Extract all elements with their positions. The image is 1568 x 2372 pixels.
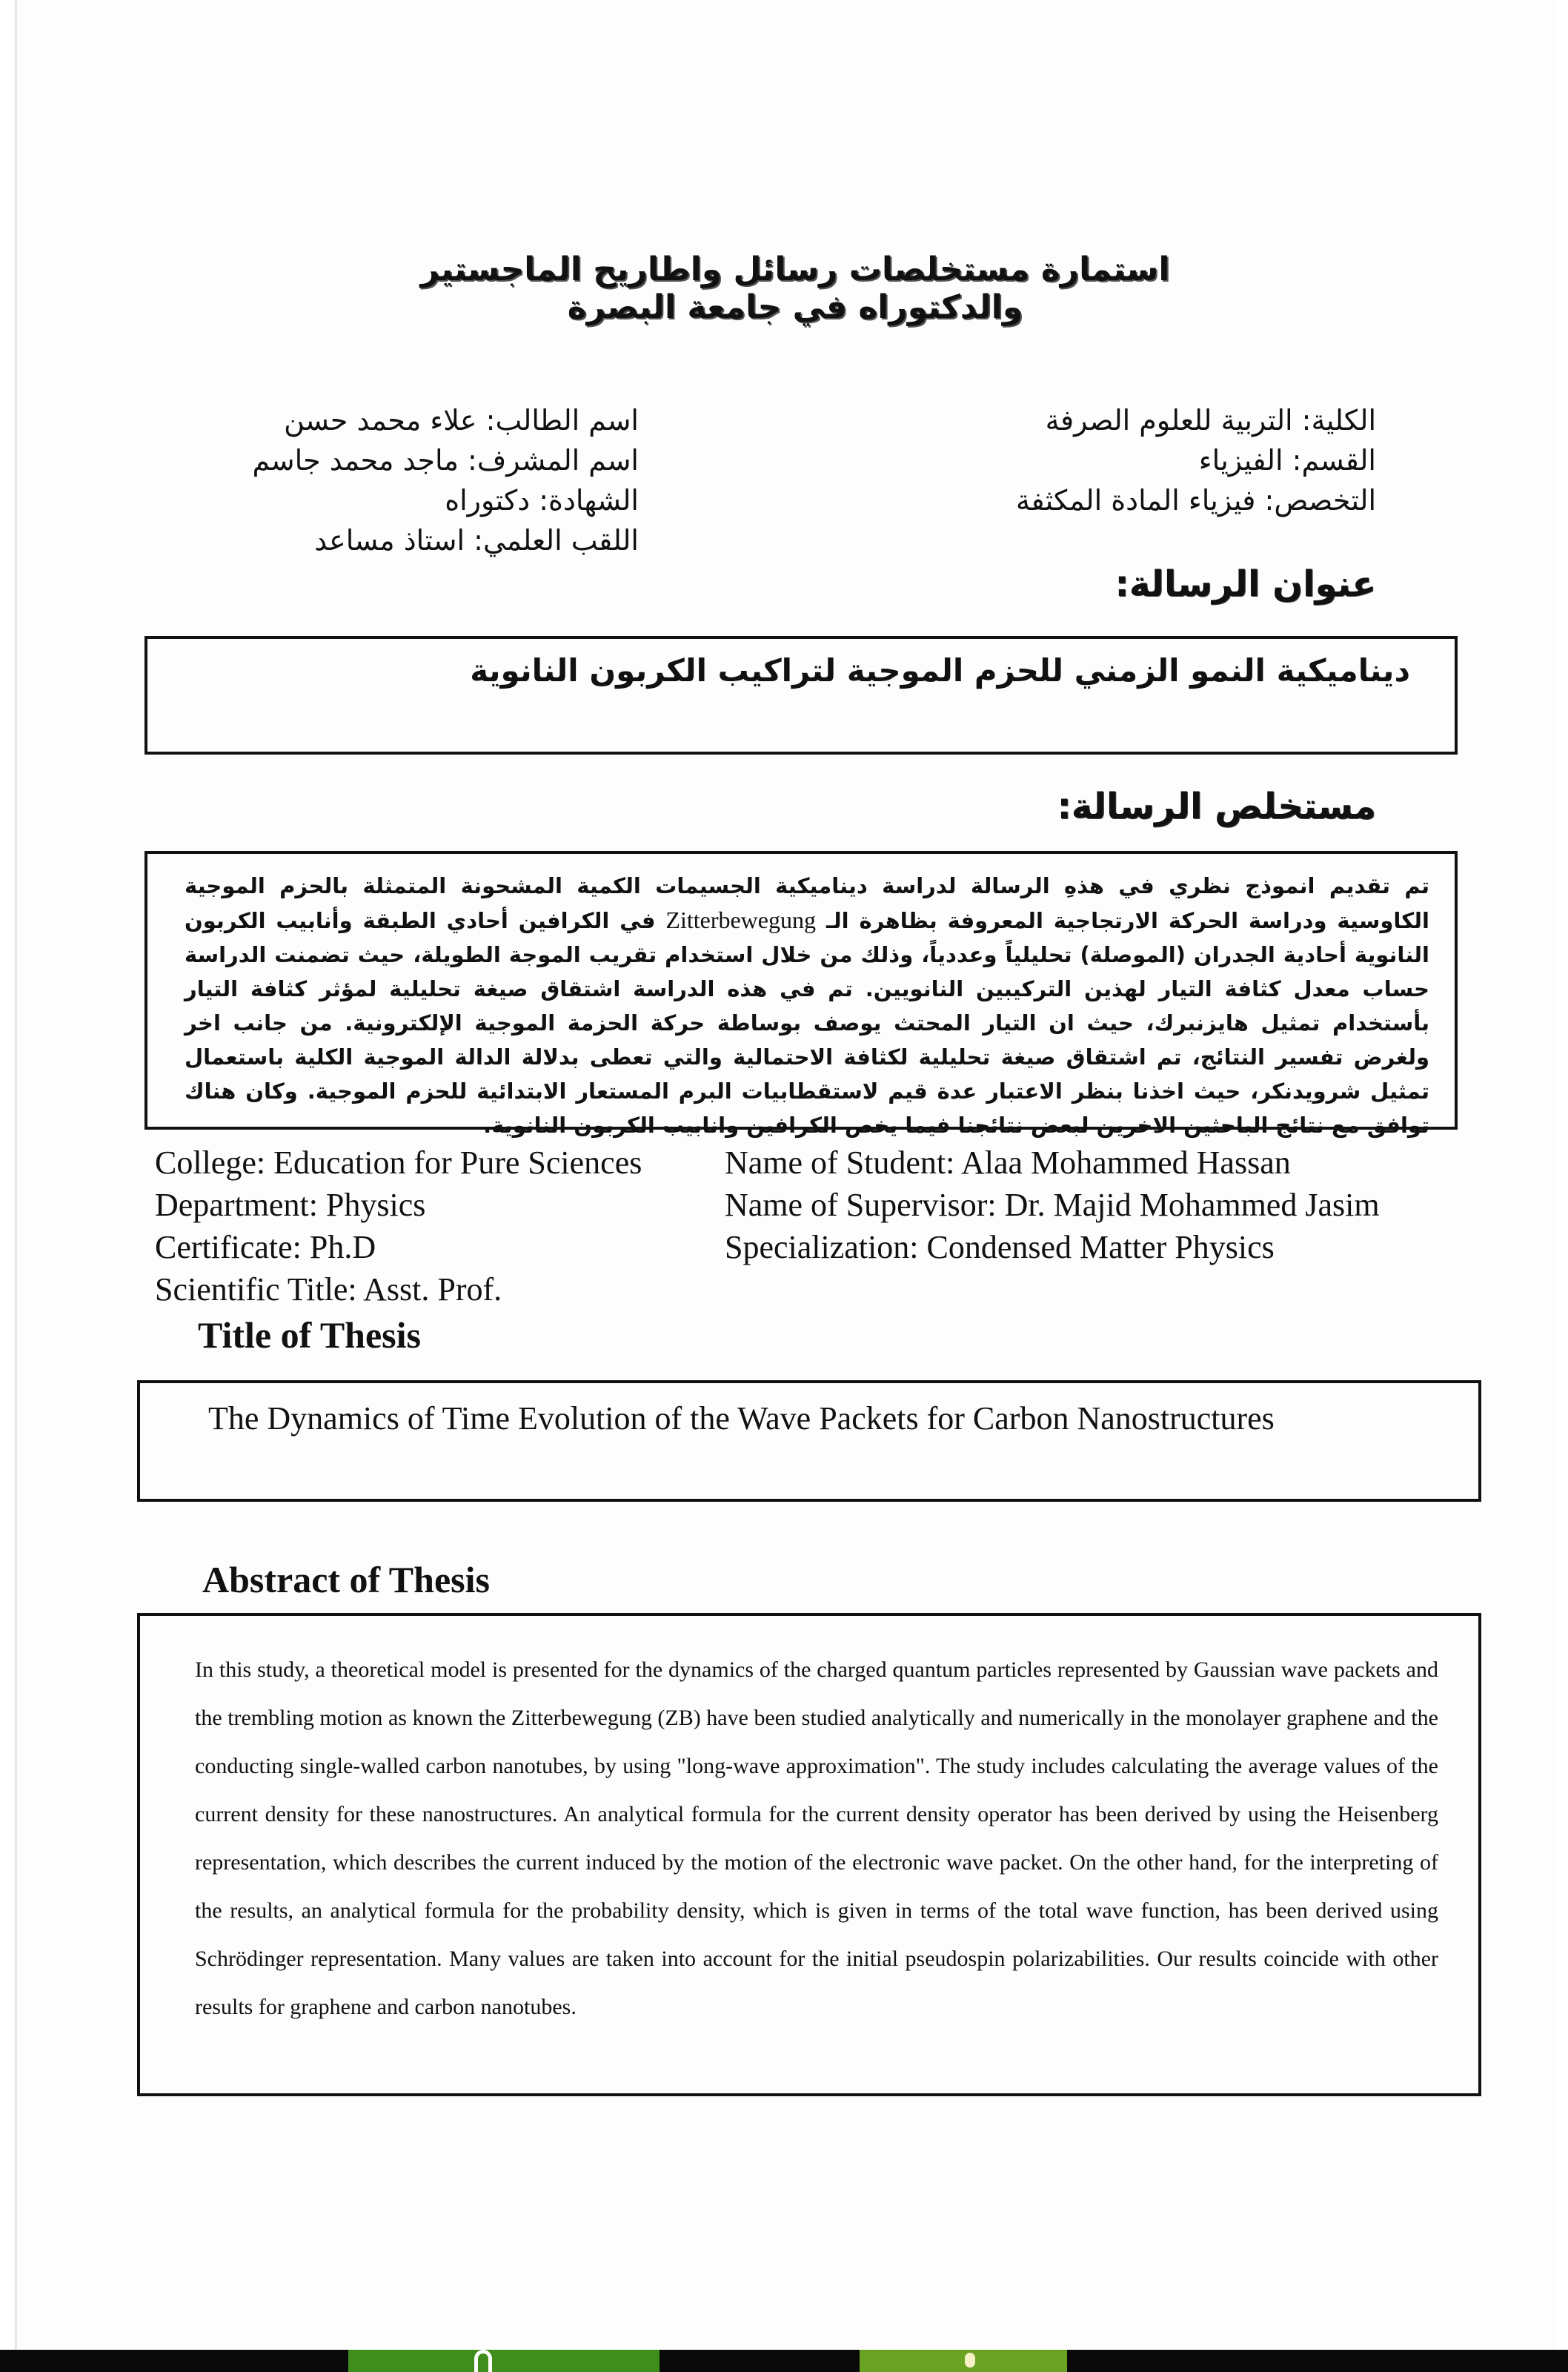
arabic-thesis-title: ديناميكية النمو الزمني للحزم الموجية لتراكيب الكربون النانوية <box>470 652 1410 689</box>
arabic-title-box <box>144 636 1458 755</box>
english-scientific-title: Scientific Title: Asst. Prof. <box>155 1271 502 1308</box>
arabic-abstract-part-1: تم تقديم انموذج نظري في هذهِ الرسالة لدراسة ديناميكية الجسيمات الكمية المشحونة المتمثلة بالحزم الموجية الكاوسية ودراسة الحركة الارتجاجية المعروفة بظاهرة الـ <box>185 873 1429 933</box>
arabic-department: القسم: الفيزياء <box>1198 444 1376 477</box>
english-thesis-title: The Dynamics of Time Evolution of the Wave Packets for Carbon Nanostructures <box>208 1400 1275 1437</box>
cover-dot-icon <box>965 2353 975 2368</box>
english-department: Department: Physics <box>155 1187 426 1223</box>
arabic-info-student-block <box>179 400 639 560</box>
arabic-title-heading: عنوان الرسالة: <box>1114 563 1376 605</box>
arabic-abstract-heading: مستخلص الرسالة: <box>1057 786 1376 827</box>
cover-binding-strip <box>0 2350 1568 2372</box>
arabic-college: الكلية: التربية للعلوم الصرفة <box>1045 404 1376 437</box>
english-certificate: Certificate: Ph.D <box>155 1229 376 1265</box>
english-specialization: Specialization: Condensed Matter Physics <box>725 1229 1275 1265</box>
arabic-abstract-part-2: في الكرافين أحادي الطبقة وأنابيب الكربون النانوية أحادية الجدران (الموصلة) تحليلياً وعددياً، وذلك من خلال استخدام تقريب الموجة الطويلة، حيث تضمنت الدراسة حساب معدل كثافة التيار لهذين التركيبين النانويين. تم في هذه الدراسة اشتقاق صيغة تحليلية لمؤثر كثافة التيار بأستخدام تمثيل هايزنبرك، حيث ان التيار المحتث يوصف بوساطة حركة الحزمة الموجية الإلكترونية. من جانب اخر ولغرض تفسير النتائج، تم اشتقاق صيغة تحليلية لكثافة الاحتمالية والتي تعطى بدلالة الدالة الموجية الكلية باستعمال تمثيل شرويدنكر، حيث اخذنا بنظر الاعتبار عدة قيم لاستقطابيات البرم المستعار الابتدائية للحزم الموجية. وكان هناك توافق مع نتائج الباحثين الاخرين لبعض نتائجنا فيما يخص الكرافين وانابيب الكربون النانوية. <box>185 908 1429 1138</box>
english-college: College: Education for Pure Sciences <box>155 1144 642 1181</box>
english-title-box <box>137 1380 1481 1502</box>
arabic-supervisor-name: اسم المشرف: ماجد محمد جاسم <box>252 444 639 477</box>
arabic-abstract-box <box>144 851 1458 1138</box>
arabic-specialization: التخصص: فيزياء المادة المكثفة <box>1016 484 1376 517</box>
english-info-student-block <box>725 1142 1380 1268</box>
arabic-scientific-title: اللقب العلمي: استاذ مساعد <box>314 524 639 557</box>
cover-green-segment <box>348 2350 660 2372</box>
english-abstract-box <box>137 1613 1481 2096</box>
english-supervisor-name: Name of Supervisor: Dr. Majid Mohammed Jasim <box>725 1187 1380 1223</box>
cover-lime-segment <box>860 2350 1067 2372</box>
english-student-name: Name of Student: Alaa Mohammed Hassan <box>725 1144 1291 1181</box>
arabic-student-name: اسم الطالب: علاء محمد حسن <box>284 404 639 437</box>
zitterbewegung-term: Zitterbewegung <box>665 907 816 933</box>
document-page <box>15 0 1556 2357</box>
arabic-certificate: الشهادة: دكتوراه <box>445 484 639 517</box>
cover-glyph-icon <box>474 2350 492 2372</box>
english-abstract-heading: Abstract of Thesis <box>202 1559 490 1600</box>
english-abstract-text: In this study, a theoretical model is presented for the dynamics of the charged quantum particles represented by Gaussian wave packets and the trembling motion as known the Zitterbewegung (ZB) have been studied analytically and numerically in the monolayer graphene and the conducting single-walled carbon nanotubes, by using "long-wave approximation". The study includes calculating the average values of the current density for these nanostructures. An analytical formula for the current density operator has been derived by using the Heisenberg representation, which describes the current induced by the motion of the electronic wave packet. On the other hand, for the interpreting of the results, an analytical formula for the probability density, which is given in terms of the total wave function, has been derived using Schrödinger representation. Many values are taken into account for the initial pseudospin polarizabilities. Our results coincide with other results for graphene and carbon nanotubes. <box>195 1657 1438 2019</box>
form-title: استمارة مستخلصات رسائل واطاريح الماجستير والدكتوراه في جامعة البصرة <box>420 251 1170 326</box>
arabic-info-college-block <box>931 400 1376 520</box>
english-title-heading: Title of Thesis <box>198 1314 421 1356</box>
english-info-college-block <box>155 1142 642 1311</box>
arabic-abstract-text <box>185 869 1429 1142</box>
